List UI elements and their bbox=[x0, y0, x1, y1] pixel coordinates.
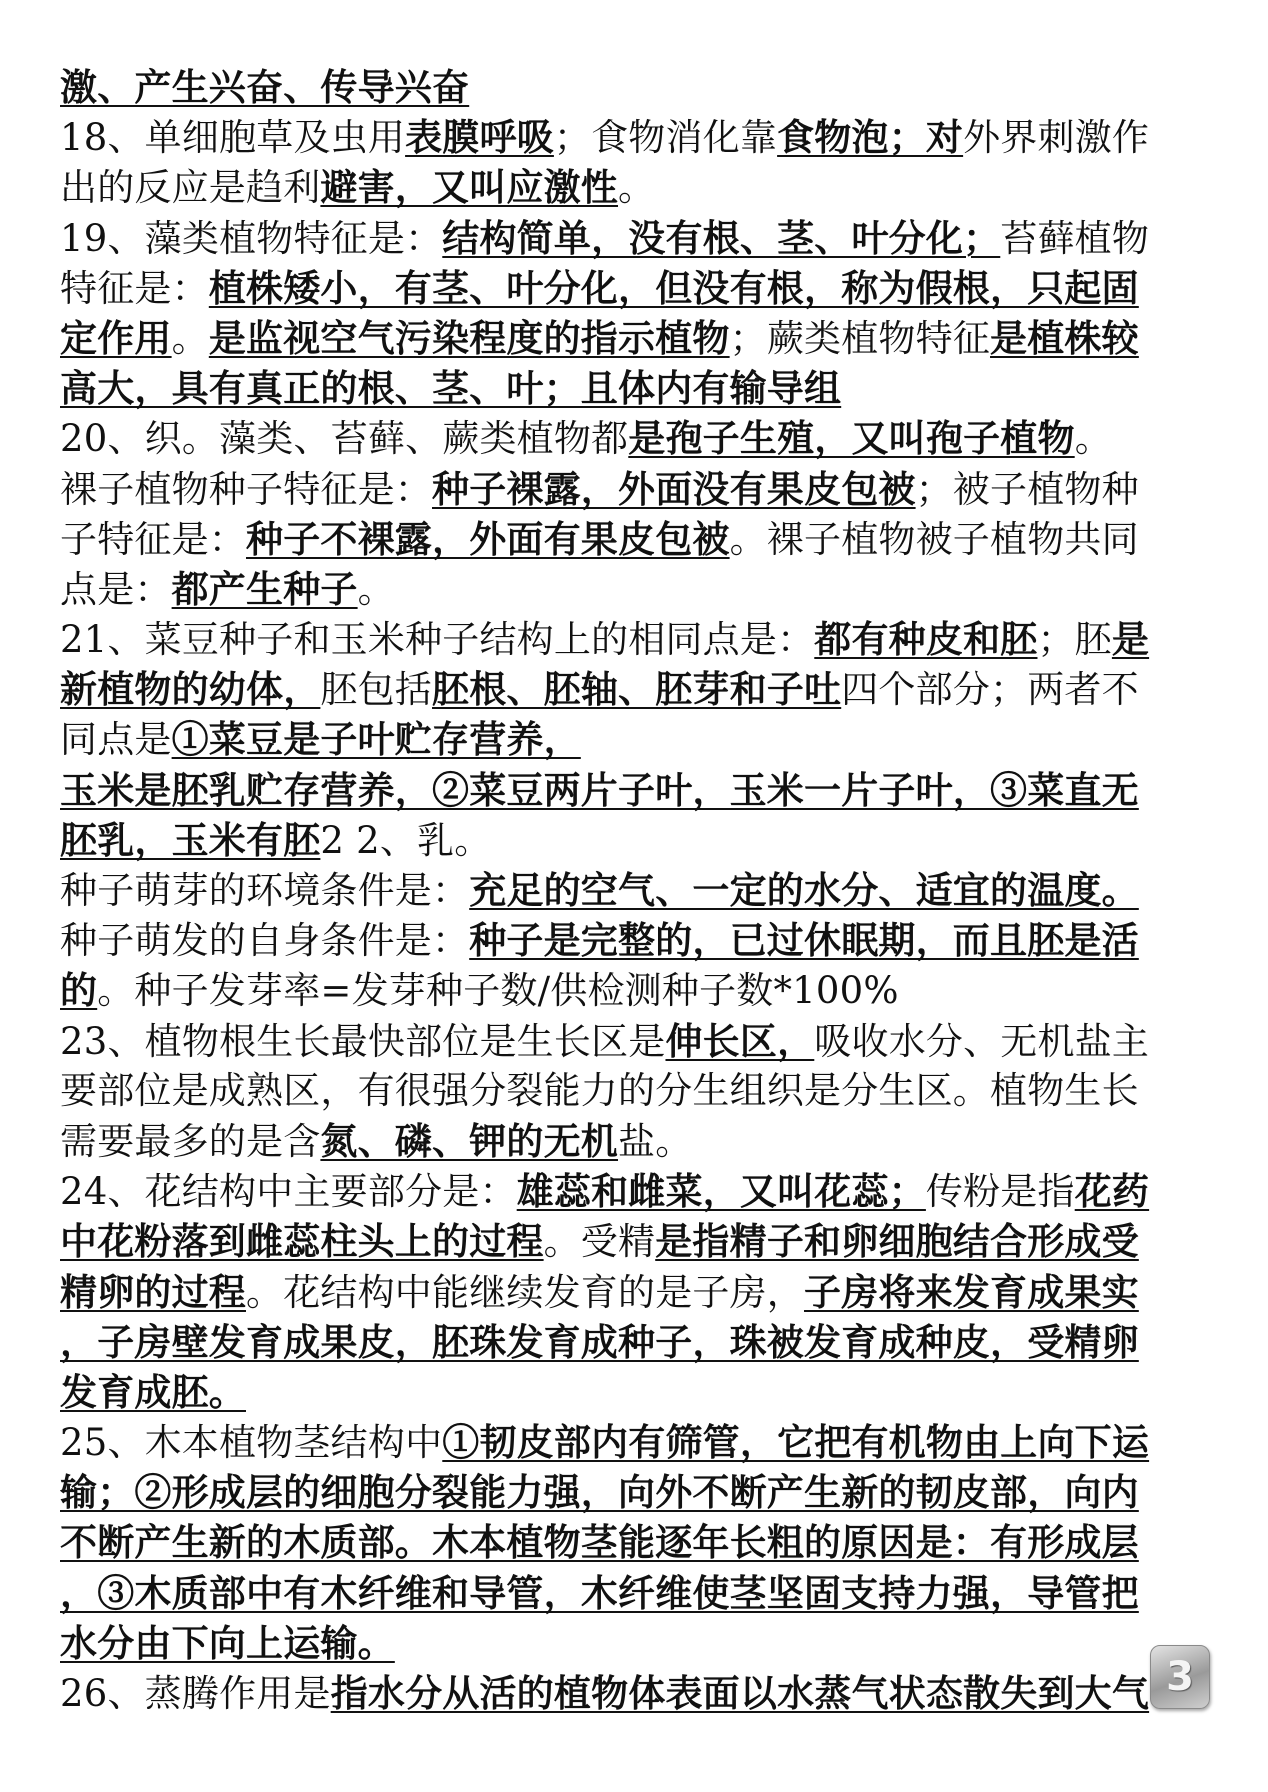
text-line bbox=[60, 1166, 1210, 1216]
underlined-key-phrase: 指水分从活的植物体表面以水蒸气状态散失到大气 bbox=[330, 1671, 1150, 1715]
text-line bbox=[60, 1116, 1210, 1166]
underlined-key-phrase: 是监视空气污染程度的指示植物 bbox=[208, 315, 730, 360]
text-segment: ；被子植物种 bbox=[915, 467, 1139, 511]
text-segment: 。 bbox=[618, 166, 656, 210]
text-segment: 吸收水分、无机盐主 bbox=[814, 1019, 1150, 1063]
text-segment: 23、植物根生长最快部位是生长区是 bbox=[60, 1019, 666, 1063]
page-number-badge: 3 bbox=[1150, 1645, 1210, 1709]
text-segment: 种子萌芽的环境条件是： bbox=[60, 869, 470, 912]
text-segment: 子特征是： bbox=[60, 517, 246, 561]
text-line bbox=[60, 1568, 1210, 1618]
text-segment: 。 bbox=[357, 567, 395, 611]
text-line bbox=[60, 112, 1210, 162]
underlined-key-phrase: 子房将来发育成果实 bbox=[804, 1269, 1139, 1314]
text-segment: 种子萌发的自身条件是： bbox=[60, 919, 470, 963]
underlined-key-phrase: 定作用 bbox=[60, 315, 172, 360]
underlined-key-phrase: 种子不裸露，外面有果皮包被 bbox=[246, 516, 730, 561]
underlined-key-phrase: 中花粉落到雌蕊柱头上的过程 bbox=[60, 1219, 544, 1264]
underlined-key-phrase: 种子是完整的，已过休眠期，而且胚是活 bbox=[469, 918, 1139, 963]
text-segment: 四个部分；两者不 bbox=[841, 668, 1139, 712]
underlined-key-phrase: ，③木质部中有木纤维和导管，木纤维使茎坚固支持力强，导管把 bbox=[60, 1570, 1139, 1615]
text-line bbox=[60, 62, 1210, 112]
text-segment: 。裸子植物被子植物共同 bbox=[729, 517, 1139, 561]
underlined-key-phrase: 表膜呼吸 bbox=[405, 115, 554, 160]
text-line bbox=[60, 413, 1210, 463]
text-line bbox=[60, 564, 1210, 614]
document-body bbox=[60, 62, 1210, 1718]
underlined-key-phrase: ①韧皮部内有筛管，它把有机物由上向下运 bbox=[442, 1420, 1150, 1465]
text-line bbox=[60, 1016, 1210, 1066]
text-segment: ；食物消化靠 bbox=[553, 116, 778, 160]
text-line bbox=[60, 313, 1210, 363]
text-line bbox=[60, 765, 1210, 815]
underlined-key-phrase: 是植株较 bbox=[990, 315, 1139, 360]
text-segment: 2 2、乳。 bbox=[320, 818, 492, 862]
underlined-key-phrase: ①菜豆是子叶贮存营养， bbox=[171, 717, 581, 762]
text-line bbox=[60, 1668, 1210, 1718]
text-line bbox=[60, 614, 1210, 664]
underlined-key-phrase: 都有种皮和胚 bbox=[814, 617, 1038, 662]
text-segment: 。 bbox=[171, 316, 209, 360]
text-segment: 出的反应是趋利 bbox=[60, 166, 321, 210]
text-segment: 20、织。藻类、苔藓、蕨类植物都 bbox=[60, 417, 629, 461]
underlined-key-phrase: 不断产生新的木质部。木本植物茎能逐年长粗的原因是：有形成层 bbox=[60, 1520, 1139, 1565]
text-segment: 。花结构中能继续发育的是子房， bbox=[246, 1270, 804, 1314]
underlined-key-phrase: 是指精子和卵细胞结合形成受 bbox=[655, 1219, 1139, 1264]
underlined-key-phrase: 是 bbox=[1111, 617, 1150, 662]
underlined-key-phrase: 的 bbox=[60, 968, 98, 1013]
text-line bbox=[60, 714, 1210, 764]
underlined-key-phrase: 避害，又叫应激性 bbox=[320, 165, 619, 210]
underlined-key-phrase: 伸长区， bbox=[665, 1018, 815, 1063]
text-segment: 盐。 bbox=[618, 1119, 693, 1163]
text-segment: 裸子植物种子特征是： bbox=[60, 467, 432, 511]
underlined-key-phrase: 是孢子生殖，又叫孢子植物 bbox=[628, 416, 1075, 461]
underlined-key-phrase: 植株矮小，有茎、叶分化，但没有根，称为假根，只起固 bbox=[208, 265, 1139, 310]
underlined-key-phrase: 结构简单，没有根、茎、叶分化； bbox=[442, 215, 1001, 260]
underlined-key-phrase: 激、产生兴奋、传导兴奋 bbox=[60, 65, 470, 109]
underlined-key-phrase: 都产生种子 bbox=[171, 566, 358, 611]
text-segment: 苔藓植物 bbox=[1000, 216, 1150, 260]
text-segment: 要部位是成熟区，有很强分裂能力的分生组织是分生区。植物生长 bbox=[60, 1068, 1139, 1112]
underlined-key-phrase: 玉米是胚乳贮存营养，②菜豆两片子叶，玉米一片子叶，③菜直无 bbox=[60, 767, 1139, 812]
text-segment: 25、木本植物茎结构中 bbox=[60, 1421, 443, 1465]
text-line bbox=[60, 965, 1210, 1015]
text-line bbox=[60, 1417, 1210, 1467]
text-line bbox=[60, 363, 1210, 413]
underlined-key-phrase: 充足的空气、一定的水分、适宜的温度。 bbox=[469, 868, 1139, 912]
text-segment: 26、蒸腾作用是 bbox=[60, 1672, 331, 1715]
underlined-key-phrase: 高大，具有真正的根、茎、叶；且体内有输导组 bbox=[60, 366, 842, 411]
underlined-key-phrase: ，子房壁发育成果皮，胚珠发育成种子，珠被发育成种皮，受精卵 bbox=[60, 1319, 1139, 1364]
text-segment: 。种子发芽率=发芽种子数/供检测种子数*100% bbox=[97, 969, 899, 1013]
text-segment: 19、藻类植物特征是： bbox=[60, 216, 443, 260]
text-line bbox=[60, 1267, 1210, 1317]
underlined-key-phrase: 雄蕊和雌菜，又叫花蕊； bbox=[516, 1169, 926, 1214]
underlined-key-phrase: 胚乳，玉米有胚 bbox=[60, 817, 321, 862]
text-segment: 特征是： bbox=[60, 266, 209, 310]
text-line bbox=[60, 464, 1210, 514]
underlined-key-phrase: 水分由下向上运输。 bbox=[60, 1620, 395, 1665]
text-segment: 需要最多的是含 bbox=[60, 1119, 321, 1163]
text-line bbox=[60, 1367, 1210, 1417]
underlined-key-phrase: 氮、磷、钾的无机 bbox=[320, 1118, 619, 1163]
text-line bbox=[60, 263, 1210, 313]
text-line bbox=[60, 664, 1210, 714]
text-segment: 。受精 bbox=[543, 1220, 656, 1264]
underlined-key-phrase: 种子裸露，外面没有果皮包被 bbox=[432, 466, 916, 511]
text-segment: 24、花结构中主要部分是： bbox=[60, 1170, 517, 1214]
text-line bbox=[60, 514, 1210, 564]
text-line bbox=[60, 1216, 1210, 1266]
text-line bbox=[60, 815, 1210, 865]
text-line bbox=[60, 1618, 1210, 1668]
text-segment: 21、菜豆种子和玉米种子结构上的相同点是： bbox=[60, 618, 815, 662]
text-line bbox=[60, 1066, 1210, 1116]
underlined-key-phrase: 精卵的过程 bbox=[60, 1269, 246, 1314]
underlined-key-phrase: 输；②形成层的细胞分裂能力强，向外不断产生新的韧皮部，向内 bbox=[60, 1470, 1139, 1515]
text-segment: 点是： bbox=[60, 567, 172, 611]
text-segment: ；胚 bbox=[1037, 618, 1112, 662]
underlined-key-phrase: 食物泡；对 bbox=[777, 115, 964, 160]
text-segment: 外界刺激作 bbox=[963, 116, 1150, 160]
text-segment: 同点是 bbox=[60, 718, 172, 762]
underlined-key-phrase: 发育成胚。 bbox=[60, 1369, 246, 1414]
text-segment: ；蕨类植物特征 bbox=[729, 316, 991, 360]
underlined-key-phrase: 胚根、胚轴、胚芽和子吐 bbox=[432, 667, 842, 712]
underlined-key-phrase: 花药 bbox=[1074, 1169, 1150, 1214]
text-line bbox=[60, 1517, 1210, 1567]
text-segment: 胚包括 bbox=[320, 668, 433, 712]
text-line bbox=[60, 213, 1210, 263]
text-line bbox=[60, 162, 1210, 212]
text-line bbox=[60, 865, 1210, 915]
text-segment: 。 bbox=[1074, 417, 1112, 461]
text-line bbox=[60, 1467, 1210, 1517]
text-segment: 传粉是指 bbox=[925, 1170, 1075, 1214]
text-line bbox=[60, 1317, 1210, 1367]
text-line bbox=[60, 915, 1210, 965]
text-segment: 18、单细胞草及虫用 bbox=[60, 116, 406, 160]
underlined-key-phrase: 新植物的幼体， bbox=[60, 667, 321, 712]
